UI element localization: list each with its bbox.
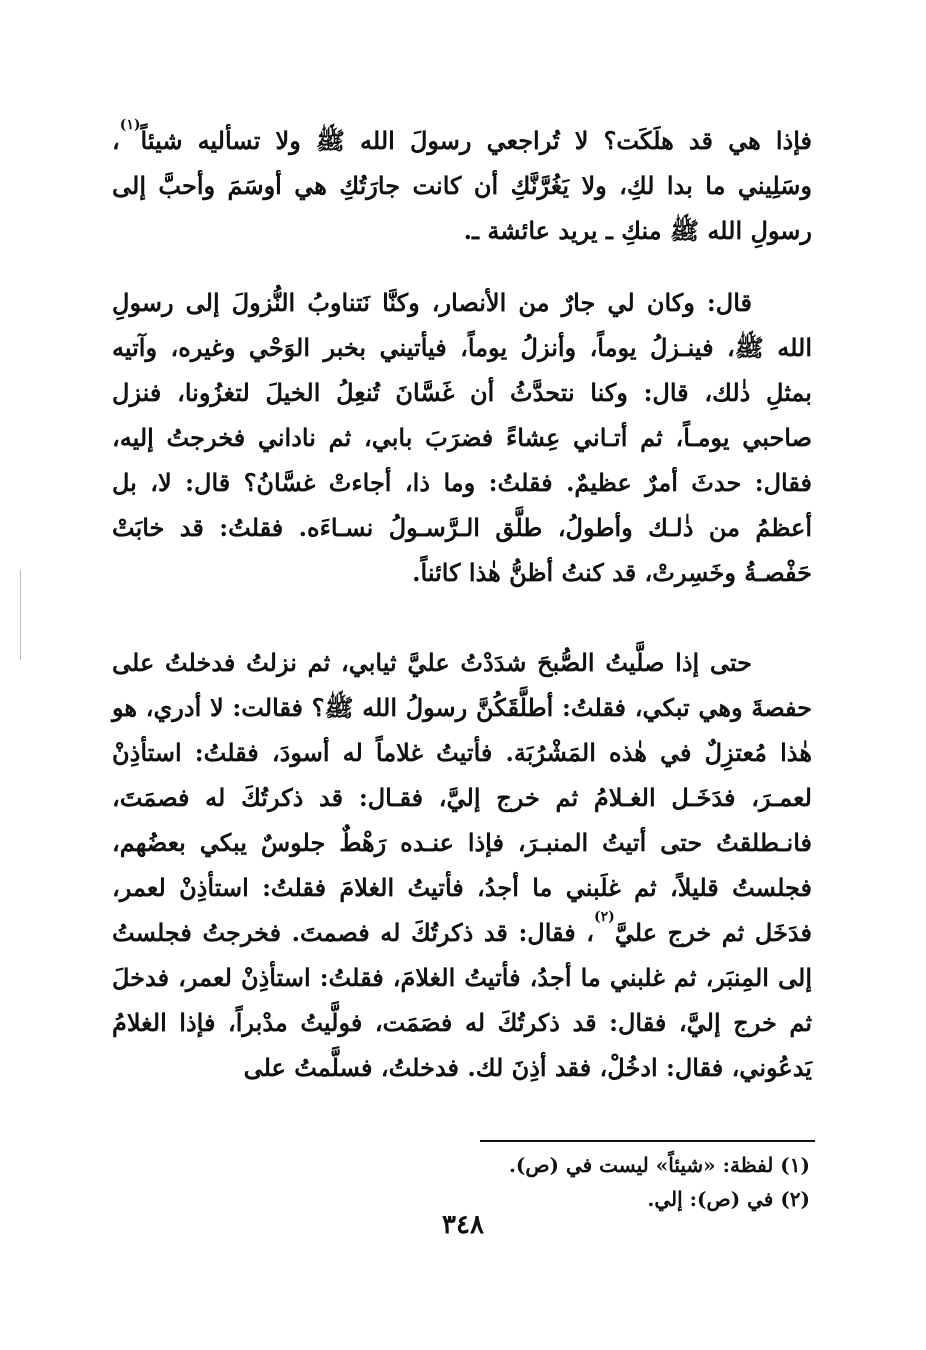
paragraph-1-text-b: ، وسَلِيني ما بدا لكِ، ولا يَغُرَّنَّكِ أن كانت جارَتُكِ هي أوسَمَ وأحبَّ إلى رسولِ الله ﷺ منكِ ـ يريد عائشة ـ. xyxy=(112,126,812,245)
page-number: ٣٤٨ xyxy=(442,1210,484,1240)
paragraph-1 xyxy=(112,118,812,253)
footnotes xyxy=(400,1148,810,1216)
paragraph-3 xyxy=(112,640,812,1090)
paragraph-3-text-b: ، فقال: قد ذكرتُكَ له فصمتَ. فخرجتُ فجلستُ إلى المِنبَر، ثم غلبني ما أجدُ، فأتيتُ الغلامَ، فقلتُ: استأذِنْ لعمر، فدخلَ ثم خرج إليَّ، فقال: قد ذكرتُكَ له فصَمَت، فولَّيتُ مدْبراً، فإذا الغلامُ يَدعُوني، فقال: ادخُلْ، فقد أذِنَ لك. فدخلتُ، فسلَّمتُ على xyxy=(112,918,812,1082)
footnote-ref-1: (١) xyxy=(119,117,141,133)
footnote-ref-2: (٢) xyxy=(593,909,615,925)
paragraph-2 xyxy=(112,280,812,595)
paragraph-2-text: قال: وكان لي جارٌ من الأنصار، وكنَّا نَتناوبُ النُّزولَ إلى رسولِ الله ﷺ، فينـزلُ يوماً، وأنزلُ يوماً، فيأتيني بخبر الوَحْي وغيره، وآتيه بمثلِ ذٰلك، قال: وكنا نتحدَّثُ أن غَسَّانَ تُنعِلُ الخيلَ لتغزُونا، فنزل صاحبي يومـاً، ثم أتـاني عِشاءً فضرَبَ بابي، ثم ناداني فخرجتُ إليه، فقال: حدثَ أمرٌ عظيمٌ. فقلتُ: وما ذا، أجاءتْ غسَّانُ؟ قال: لا، بل أعظمُ من ذٰلـك وأطولُ، طلَّق الـرَّسـولُ نسـاءَه. فقلتُ: قد خابَتْ حَفْصـةُ وخَسِرتْ، قد كنتُ أظنُّ هٰذا كائناً. xyxy=(112,288,812,587)
scan-margin-mark xyxy=(20,570,21,660)
footnote-divider xyxy=(480,1140,815,1142)
paragraph-1-text-a: فإذا هي قد هلَكَت؟ لا تُراجعي رسولَ الله ﷺ ولا تسأليه شيئاً xyxy=(140,126,812,155)
footnote-2: (٢) في (ص): إلي. xyxy=(647,1187,810,1211)
footnote-1: (١) لفظة: «شيئاً» ليست في (ص). xyxy=(508,1153,810,1177)
paragraph-3-text-a: حتى إذا صلَّيتُ الصُّبحَ شدَدْتُ عليَّ ثيابي، ثم نزلتُ فدخلتُ على حفصةَ وهي تبكي، فقلتُ: أطلَّقَكُنَّ رسولُ الله ﷺ؟ فقالت: لا أدري، هو هٰذا مُعتزِلٌ في هٰذه المَشْرُبَة. فأتيتُ غلاماً له أسودَ، فقلتُ: استأذِنْ لعمـرَ، فدَخَـل الغـلامُ ثم خرج إليَّ، فقـال: قد ذكرتُكَ له فصمَتَ، فانـطلقتُ حتى أتيتُ المنبـرَ، فإذا عنـده رَهْطٌ جلوسٌ يبكي بعضُهم، فجلستُ قليلاً، ثم غلَبني ما أجدُ، فأتيتُ الغلامَ فقلتُ: استأذِنْ لعمر، فدَخَل ثم خرج عليَّ xyxy=(112,648,812,947)
